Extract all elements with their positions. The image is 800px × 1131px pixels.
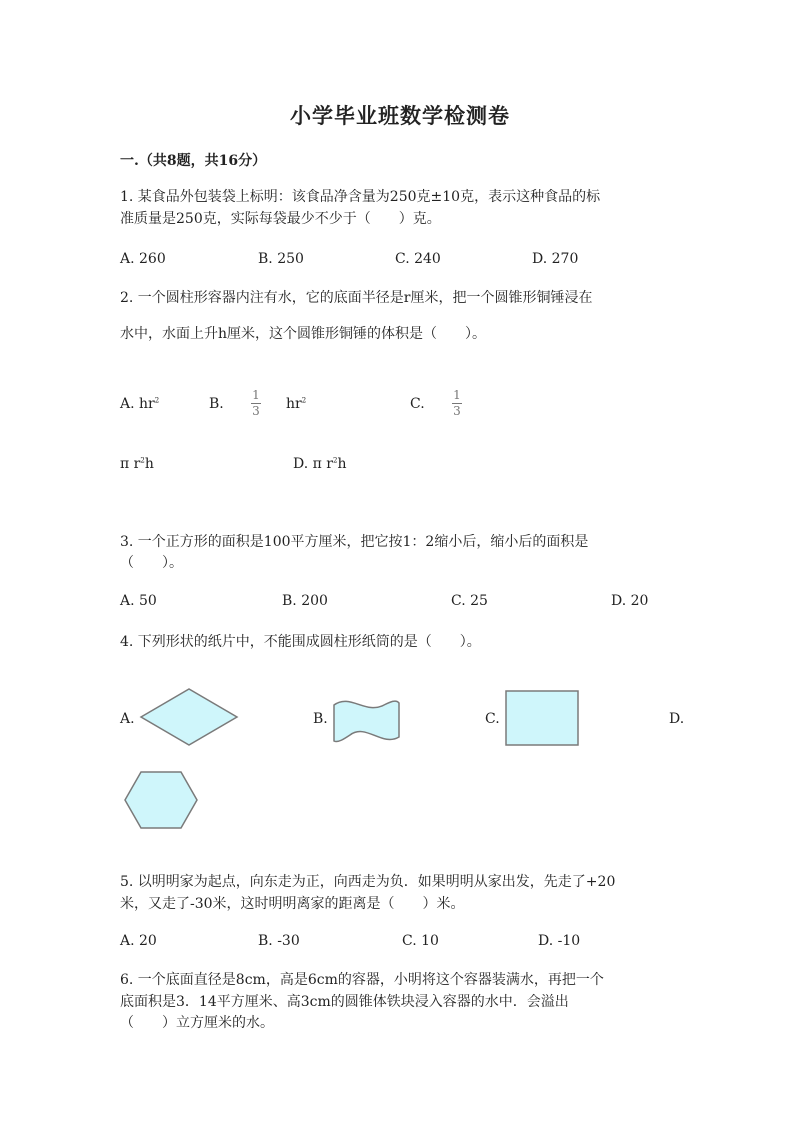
hexagon-shape <box>124 771 198 829</box>
question-3-option-a[interactable]: A. 50 <box>120 593 157 609</box>
question-3-option-d[interactable]: D. 20 <box>611 593 649 609</box>
question-5-option-a[interactable]: A. 20 <box>120 933 157 949</box>
question-2-line-1: 2. 一个圆柱形容器内注有水，它的底面半径是r厘米，把一个圆锥形铜锤浸在 <box>120 290 593 306</box>
question-6-line-1: 6. 一个底面直径是8cm，高是6cm的容器，小明将这个容器装满水，再把一个 <box>120 972 604 988</box>
question-2-option-b-fraction: 1 3 <box>252 388 260 418</box>
question-3-option-b[interactable]: B. 200 <box>282 593 328 609</box>
question-1-option-c[interactable]: C. 240 <box>395 251 441 267</box>
question-3-option-c[interactable]: C. 25 <box>451 593 488 609</box>
question-2-option-c[interactable]: C. <box>410 396 425 412</box>
question-5-option-d[interactable]: D. -10 <box>538 933 581 949</box>
question-2-line-2: 水中，水面上升h厘米，这个圆锥形铜锤的体积是（ ）。 <box>120 326 487 342</box>
question-3-line-2: （ ）。 <box>120 555 183 571</box>
question-6-line-3: （ ）立方厘米的水。 <box>120 1015 274 1031</box>
question-4-option-c[interactable]: C. <box>485 711 500 727</box>
question-4-line-1: 4. 下列形状的纸片中，不能围成圆柱形纸筒的是（ ）。 <box>120 634 481 650</box>
question-4-option-b[interactable]: B. <box>313 711 328 727</box>
rhombus-shape <box>140 688 238 746</box>
question-1-option-d[interactable]: D. 270 <box>532 251 579 267</box>
question-5-option-c[interactable]: C. 10 <box>402 933 439 949</box>
question-5-option-b[interactable]: B. -30 <box>258 933 300 949</box>
question-1-option-b[interactable]: B. 250 <box>258 251 304 267</box>
question-2-option-d[interactable]: D. π $r^2h$ <box>293 456 347 472</box>
rectangle-shape <box>505 690 579 746</box>
question-5-line-2: 米，又走了-30米，这时明明离家的距离是（ ）米。 <box>120 896 465 912</box>
question-1-line-1: 1. 某食品外包装袋上标明：该食品净含量为250克±10克，表示这种食品的标 <box>120 189 601 205</box>
question-2-option-b[interactable]: B. <box>209 396 224 412</box>
question-1-line-2: 准质量是250克，实际每袋最少不少于（ ）克。 <box>120 211 441 227</box>
question-5-line-1: 5. 以明明家为起点，向东走为正，向西走为负．如果明明从家出发，先走了+20 <box>120 874 616 890</box>
question-2-option-c-tail: π $r^2h$ <box>120 456 154 472</box>
question-6-line-2: 底面积是3．14平方厘米、高3cm的圆锥体铁块浸入容器的水中．会溢出 <box>120 994 569 1010</box>
question-1-option-a[interactable]: A. 260 <box>120 251 166 267</box>
question-4-option-d[interactable]: D. <box>669 711 685 727</box>
wavy-rectangle-shape <box>332 697 402 745</box>
page-title: 小学毕业班数学检测卷 <box>290 103 510 128</box>
question-2-option-c-fraction: 1 3 <box>453 388 461 418</box>
question-3-line-1: 3. 一个正方形的面积是100平方厘米，把它按1：2缩小后，缩小后的面积是 <box>120 534 589 550</box>
question-2-option-b-tail: $hr^2$ <box>286 396 307 412</box>
question-2-option-a[interactable]: A. $hr^2$ <box>120 396 160 412</box>
section-heading: 一.（共8题，共16分） <box>120 153 267 169</box>
question-4-option-a[interactable]: A. <box>120 711 135 727</box>
